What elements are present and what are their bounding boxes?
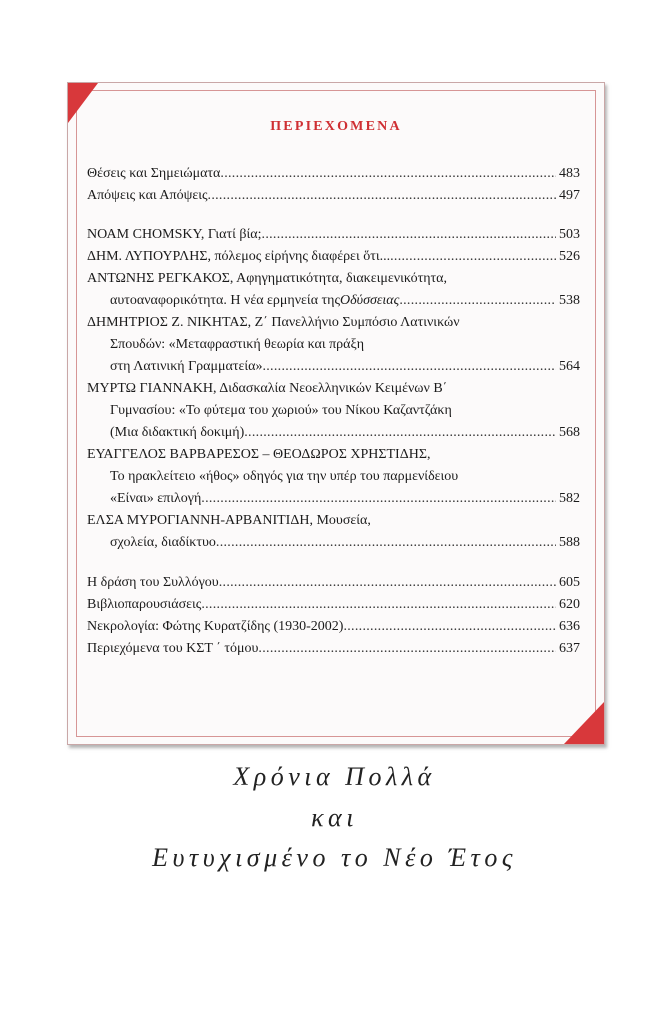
toc-entry-text: ΑΝΤΩΝΗΣ ΡΕΓΚΑΚΟΣ, Αφηγηματικότητα, διακειμενικότητα, (87, 271, 448, 286)
toc-page-number: 588 (559, 535, 580, 550)
toc-entry (87, 572, 580, 594)
toc-leader-dots (399, 290, 556, 312)
toc-entry-text: Το ηρακλείτειο «ήθος» οδηγός για την υπέρ του παρμενίδειου (110, 469, 459, 484)
toc-entry-text: Περιεχόμενα του ΚΣΤ ΄ τόμου (87, 641, 259, 656)
toc-entry-line (87, 378, 580, 400)
toc-entries (87, 163, 580, 660)
toc-leader-dots (219, 572, 556, 594)
toc-entry (87, 444, 580, 510)
toc-entry (87, 638, 580, 660)
toc-entry (87, 185, 580, 207)
toc-page-number: 526 (559, 249, 580, 264)
toc-entry-line (87, 422, 580, 444)
toc-entry-text: Σπουδών: «Μεταφραστική θεωρία και πράξη (110, 337, 365, 352)
toc-page-number: 605 (559, 575, 580, 590)
greeting-line-1: Χρόνια Πολλά (233, 762, 436, 791)
toc-entry-text: ΔΗΜΗΤΡΙΟΣ Ζ. ΝΙΚΗΤΑΣ, Ζ΄ Πανελλήνιο Συμπόσιο Λατινικών (87, 315, 460, 330)
toc-entry-text: αυτοαναφορικότητα. Η νέα ερμηνεία της (110, 293, 341, 308)
toc-entry-text: Βιβλιοπαρουσιάσεις (87, 597, 202, 612)
toc-entry-line (87, 224, 580, 246)
toc-entry-line (87, 356, 580, 378)
toc-entry-line (87, 312, 580, 334)
toc-entry-text: στη Λατινική Γραμματεία» (110, 359, 263, 374)
toc-entry-line (87, 334, 580, 356)
toc-entry-line (87, 466, 580, 488)
toc-entry-line (87, 290, 580, 312)
toc-entry (87, 510, 580, 554)
toc-entry-line (87, 532, 580, 554)
toc-entry (87, 268, 580, 312)
corner-triangle-top-left (68, 83, 98, 123)
toc-leader-dots (258, 638, 556, 660)
toc-entry-text: ΕΛΣΑ ΜΥΡΟΓΙΑΝΝΗ-ΑΡΒΑΝΙΤΙΔΗ, Μουσεία, (87, 513, 371, 528)
toc-leader-dots (201, 594, 556, 616)
toc-entry-line (87, 444, 580, 466)
toc-entry-text: Γυμνασίου: «Το φύτεμα του χωριού» του Νίκου Καζαντζάκη (110, 403, 452, 418)
toc-page-number: 636 (559, 619, 580, 634)
toc-entry-line (87, 163, 580, 185)
toc-entry-line (87, 268, 580, 290)
toc-leader-dots (201, 488, 556, 510)
toc-entry (87, 312, 580, 378)
toc-leader-dots (244, 422, 556, 444)
toc-group-articles (87, 224, 580, 554)
toc-entry-line (87, 488, 580, 510)
toc-entry-line (87, 185, 580, 207)
toc-entry-text: ΕΥΑΓΓΕΛΟΣ ΒΑΡΒΑΡΕΣΟΣ – ΘΕΟΔΩΡΟΣ ΧΡΗΣΤΙΔΗΣ, (87, 447, 431, 462)
toc-entry-text: Νεκρολογία: Φώτης Κυρατζίδης (1930-2002) (87, 619, 344, 634)
toc-page-number: 564 (559, 359, 580, 374)
toc-entry-line (87, 638, 580, 660)
toc-page-number: 637 (559, 641, 580, 656)
toc-entry-text: ΔΗΜ. ΛΥΠΟΥΡΛΗΣ, πόλεμος εἰρήνης διαφέρει ὅτι... (87, 249, 391, 264)
toc-entry-line (87, 572, 580, 594)
toc-leader-dots (220, 163, 556, 185)
toc-entry-line (87, 594, 580, 616)
toc-entry-line (87, 400, 580, 422)
toc-leader-dots (216, 532, 556, 554)
toc-leader-dots (262, 224, 556, 246)
toc-leader-dots (262, 356, 556, 378)
toc-leader-dots (208, 185, 556, 207)
toc-entry-text: «Είναι» επιλογή (110, 491, 202, 506)
toc-entry-text: Απόψεις και Απόψεις (87, 188, 208, 203)
corner-triangle-bottom-right (564, 702, 604, 744)
greeting-line-2: και (311, 803, 358, 832)
toc-entry-text: (Μια διδακτική δοκιμή) (110, 425, 245, 440)
toc-page-number: 497 (559, 188, 580, 203)
toc-leader-dots (343, 616, 556, 638)
toc-entry (87, 594, 580, 616)
toc-entry-line (87, 510, 580, 532)
toc-entry-text: Η δράση του Συλλόγου (87, 575, 219, 590)
toc-page-number: 620 (559, 597, 580, 612)
toc-entry (87, 163, 580, 185)
toc-entry (87, 378, 580, 444)
toc-page-number: 538 (559, 293, 580, 308)
toc-title: ΠΕΡΙΕΧΟΜΕΝΑ (270, 119, 402, 134)
toc-entry-emphasis: Οδύσσειας (340, 293, 400, 308)
toc-entry-text: ΝΟΑΜ CHOMSKY, Γιατί βία; (87, 227, 262, 242)
toc-entry-text: ΜΥΡΤΩ ΓΙΑΝΝΑΚΗ, Διδασκαλία Νεοελληνικών Κειμένων Β΄ (87, 381, 448, 396)
toc-entry-text: σχολεία, διαδίκτυο (110, 535, 216, 550)
toc-page-number: 568 (559, 425, 580, 440)
toc-frame (67, 82, 605, 745)
toc-page-number: 503 (559, 227, 580, 242)
toc-entry-line (87, 616, 580, 638)
toc-entry (87, 246, 580, 268)
toc-entry (87, 224, 580, 246)
toc-group-sections (87, 163, 580, 207)
toc-page-number: 582 (559, 491, 580, 506)
toc-leader-dots (390, 246, 556, 268)
toc-group-misc (87, 572, 580, 660)
toc-page-number: 483 (559, 166, 580, 181)
toc-entry-text: Θέσεις και Σημειώματα (87, 166, 221, 181)
toc-entry-line (87, 246, 580, 268)
greeting-line-3: Ευτυχισμένο το Νέο Έτος (152, 843, 517, 872)
toc-entry (87, 616, 580, 638)
